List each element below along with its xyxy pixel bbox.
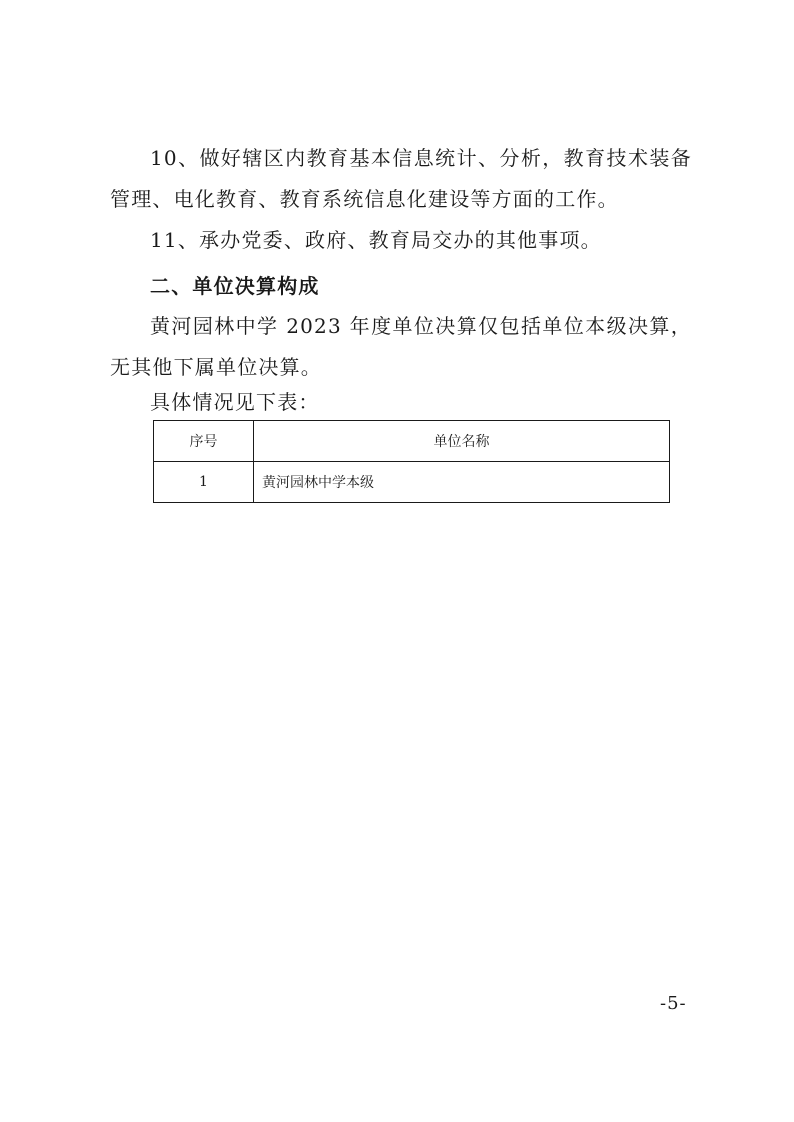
composition-paragraph: 黄河园林中学 2023 年度单位决算仅包括单位本级决算，无其他下属单位决算。 <box>110 314 692 379</box>
page-number: -5- <box>660 993 687 1014</box>
row-unit-name: 黄河园林中学本级 <box>254 462 670 503</box>
table-row <box>154 462 670 503</box>
paragraph-item-10: 10、做好辖区内教育基本信息统计、分析，教育技术装备管理、电化教育、教育系统信息化建设等方面的工作。 <box>110 146 692 211</box>
header-serial-number: 序号 <box>154 421 254 462</box>
table-intro: 具体情况见下表： <box>150 390 320 414</box>
row-serial-number: 1 <box>154 462 254 503</box>
unit-table <box>153 420 670 503</box>
table-header-row <box>154 421 670 462</box>
paragraph-item-11: 11、承办党委、政府、教育局交办的其他事项。 <box>150 228 602 252</box>
header-unit-name: 单位名称 <box>254 421 670 462</box>
section-heading: 二、单位决算构成 <box>150 274 320 298</box>
